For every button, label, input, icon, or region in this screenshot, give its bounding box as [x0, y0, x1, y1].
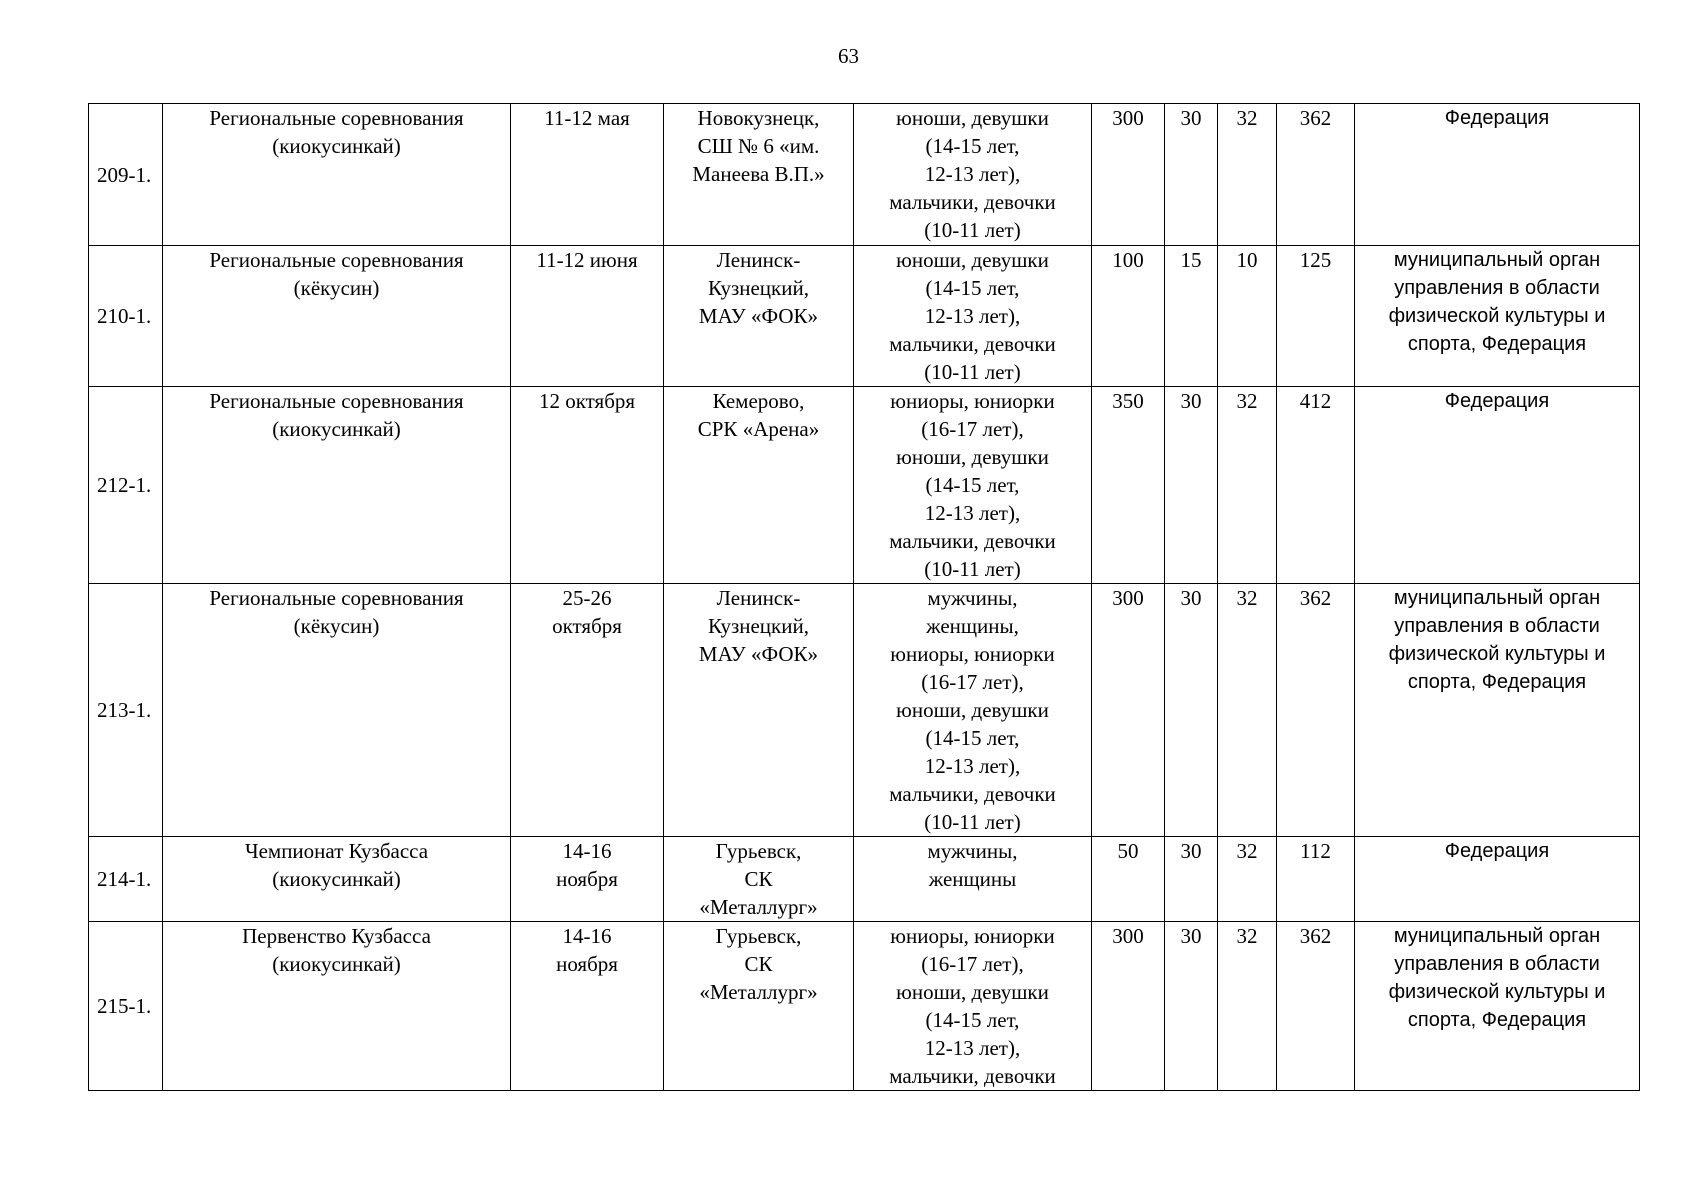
event-date-line: 25-26 — [562, 586, 612, 610]
count-b-cell: 15 — [1165, 246, 1218, 387]
table-row — [89, 104, 1640, 246]
participants-line: мальчики, девочки — [889, 782, 1056, 806]
page-number: 63 — [838, 44, 859, 68]
participants-line: юноши, девушки — [896, 980, 1049, 1004]
count-a-cell: 300 — [1092, 104, 1165, 246]
event-name-line: (кёкусин) — [293, 276, 380, 300]
event-name-line: (киокусинкай) — [272, 867, 401, 891]
count-c-cell: 32 — [1218, 104, 1277, 246]
event-place-line: СРК «Арена» — [697, 417, 820, 441]
participants-line: мальчики, девочки — [889, 190, 1056, 214]
event-place-line: «Металлург» — [699, 895, 818, 919]
event-place-line: Гурьевск, — [715, 924, 802, 948]
events-table — [88, 103, 1640, 1091]
participants-line: (10-11 лет) — [924, 557, 1021, 581]
row-number: 215-1. — [89, 922, 163, 1091]
count-b-cell: 30 — [1165, 922, 1218, 1091]
participants-line: мальчики, девочки — [889, 529, 1056, 553]
participants-line: 12-13 лет), — [924, 754, 1021, 778]
total-cell: 125 — [1277, 246, 1355, 387]
event-date-line: ноября — [556, 867, 618, 891]
event-name-line: Первенство Кузбасса — [242, 924, 431, 948]
event-place-line: СШ № 6 «им. — [697, 134, 820, 158]
event-place-line: Гурьевск, — [715, 839, 802, 863]
event-date-line: ноября — [556, 952, 618, 976]
row-number: 209-1. — [89, 104, 163, 246]
count-c-cell: 32 — [1218, 584, 1277, 837]
event-place-line: Кемерово, — [712, 389, 805, 413]
participants-cell — [854, 837, 1092, 922]
event-name-line: Региональные соревнования — [209, 586, 464, 610]
event-place-cell — [664, 104, 854, 246]
participants-line: мужчины, — [927, 586, 1018, 610]
event-date-line: 11-12 мая — [544, 106, 630, 130]
participants-line: мужчины, — [927, 839, 1018, 863]
event-place-cell — [664, 584, 854, 837]
participants-line: юниоры, юниорки — [890, 389, 1055, 413]
event-name-cell — [163, 387, 511, 584]
event-name-line: (кёкусин) — [293, 614, 380, 638]
event-date-cell — [511, 387, 664, 584]
count-b-cell: 30 — [1165, 584, 1218, 837]
table-row — [89, 922, 1640, 1091]
participants-cell — [854, 922, 1092, 1091]
participants-cell — [854, 104, 1092, 246]
event-place-line: СК — [744, 867, 773, 891]
event-name-line: Региональные соревнования — [209, 389, 464, 413]
organizer-cell: Федерация — [1355, 387, 1640, 584]
event-place-cell — [664, 387, 854, 584]
event-name-line: Региональные соревнования — [209, 248, 464, 272]
participants-line: (16-17 лет), — [921, 417, 1024, 441]
event-name-line: Региональные соревнования — [209, 106, 464, 130]
participants-line: (14-15 лет, — [925, 276, 1020, 300]
participants-cell — [854, 387, 1092, 584]
event-name-line: (киокусинкай) — [272, 134, 401, 158]
organizer-cell: Федерация — [1355, 104, 1640, 246]
participants-line: (14-15 лет, — [925, 1008, 1020, 1032]
participants-line: юноши, девушки — [896, 698, 1049, 722]
event-place-line: Ленинск- — [716, 248, 801, 272]
event-date-line: 11-12 июня — [536, 248, 638, 272]
row-number: 214-1. — [89, 837, 163, 922]
total-cell: 362 — [1277, 922, 1355, 1091]
event-name-cell — [163, 246, 511, 387]
participants-line: (10-11 лет) — [924, 218, 1021, 242]
participants-line: (14-15 лет, — [925, 134, 1020, 158]
event-date-line: 14-16 — [562, 839, 612, 863]
participants-line: 12-13 лет), — [924, 1036, 1021, 1060]
participants-line: юноши, девушки — [896, 106, 1049, 130]
participants-line: (10-11 лет) — [924, 360, 1021, 384]
count-c-cell: 10 — [1218, 246, 1277, 387]
event-name-cell — [163, 104, 511, 246]
participants-line: (16-17 лет), — [921, 952, 1024, 976]
table-row — [89, 584, 1640, 837]
total-cell: 112 — [1277, 837, 1355, 922]
event-date-cell — [511, 584, 664, 837]
event-place-cell — [664, 922, 854, 1091]
event-place-cell — [664, 837, 854, 922]
event-date-line: 12 октября — [538, 389, 636, 413]
event-name-line: Чемпионат Кузбасса — [244, 839, 429, 863]
organizer-cell: муниципальный орган управления в области физической культуры и спорта, Федерация — [1355, 246, 1640, 387]
table-row — [89, 837, 1640, 922]
event-place-cell — [664, 246, 854, 387]
count-b-cell: 30 — [1165, 837, 1218, 922]
participants-cell — [854, 584, 1092, 837]
participants-line: мальчики, девочки — [889, 1064, 1056, 1088]
count-c-cell: 32 — [1218, 922, 1277, 1091]
participants-line: (16-17 лет), — [921, 670, 1024, 694]
participants-cell — [854, 246, 1092, 387]
participants-line: 12-13 лет), — [924, 501, 1021, 525]
total-cell: 362 — [1277, 584, 1355, 837]
event-place-line: МАУ «ФОК» — [698, 304, 819, 328]
event-date-cell — [511, 837, 664, 922]
event-date-line: октября — [552, 614, 622, 638]
organizer-cell: Федерация — [1355, 837, 1640, 922]
event-place-line: «Металлург» — [699, 980, 818, 1004]
participants-line: (10-11 лет) — [924, 810, 1021, 834]
count-a-cell: 300 — [1092, 584, 1165, 837]
event-date-cell — [511, 104, 664, 246]
count-b-cell: 30 — [1165, 387, 1218, 584]
row-number: 212-1. — [89, 387, 163, 584]
count-a-cell: 300 — [1092, 922, 1165, 1091]
participants-line: (14-15 лет, — [925, 726, 1020, 750]
participants-line: 12-13 лет), — [924, 304, 1021, 328]
total-cell: 362 — [1277, 104, 1355, 246]
event-name-line: (киокусинкай) — [272, 952, 401, 976]
participants-line: юниоры, юниорки — [890, 924, 1055, 948]
participants-line: женщины, — [926, 614, 1019, 638]
organizer-cell: муниципальный орган управления в области физической культуры и спорта, Федерация — [1355, 584, 1640, 837]
event-name-cell — [163, 922, 511, 1091]
table-row — [89, 387, 1640, 584]
event-place-line: Манеева В.П.» — [692, 162, 825, 186]
row-number: 213-1. — [89, 584, 163, 837]
participants-line: 12-13 лет), — [924, 162, 1021, 186]
event-place-line: МАУ «ФОК» — [698, 642, 819, 666]
participants-line: (14-15 лет, — [925, 473, 1020, 497]
event-place-line: Новокузнецк, — [697, 106, 820, 130]
event-place-line: Ленинск- — [716, 586, 801, 610]
row-number: 210-1. — [89, 246, 163, 387]
participants-line: мальчики, девочки — [889, 332, 1056, 356]
table-row — [89, 246, 1640, 387]
count-a-cell: 350 — [1092, 387, 1165, 584]
participants-line: женщины — [928, 867, 1017, 891]
count-a-cell: 100 — [1092, 246, 1165, 387]
participants-line: юноши, девушки — [896, 445, 1049, 469]
event-date-cell — [511, 246, 664, 387]
event-name-cell — [163, 584, 511, 837]
total-cell: 412 — [1277, 387, 1355, 584]
count-a-cell: 50 — [1092, 837, 1165, 922]
event-place-line: Кузнецкий, — [708, 614, 809, 638]
count-b-cell: 30 — [1165, 104, 1218, 246]
event-name-cell — [163, 837, 511, 922]
participants-line: юноши, девушки — [896, 248, 1049, 272]
event-date-line: 14-16 — [562, 924, 612, 948]
event-place-line: Кузнецкий, — [708, 276, 809, 300]
event-date-cell — [511, 922, 664, 1091]
event-place-line: СК — [744, 952, 773, 976]
participants-line: юниоры, юниорки — [890, 642, 1055, 666]
organizer-cell: муниципальный орган управления в области физической культуры и спорта, Федерация — [1355, 922, 1640, 1091]
count-c-cell: 32 — [1218, 387, 1277, 584]
count-c-cell: 32 — [1218, 837, 1277, 922]
event-name-line: (киокусинкай) — [272, 417, 401, 441]
